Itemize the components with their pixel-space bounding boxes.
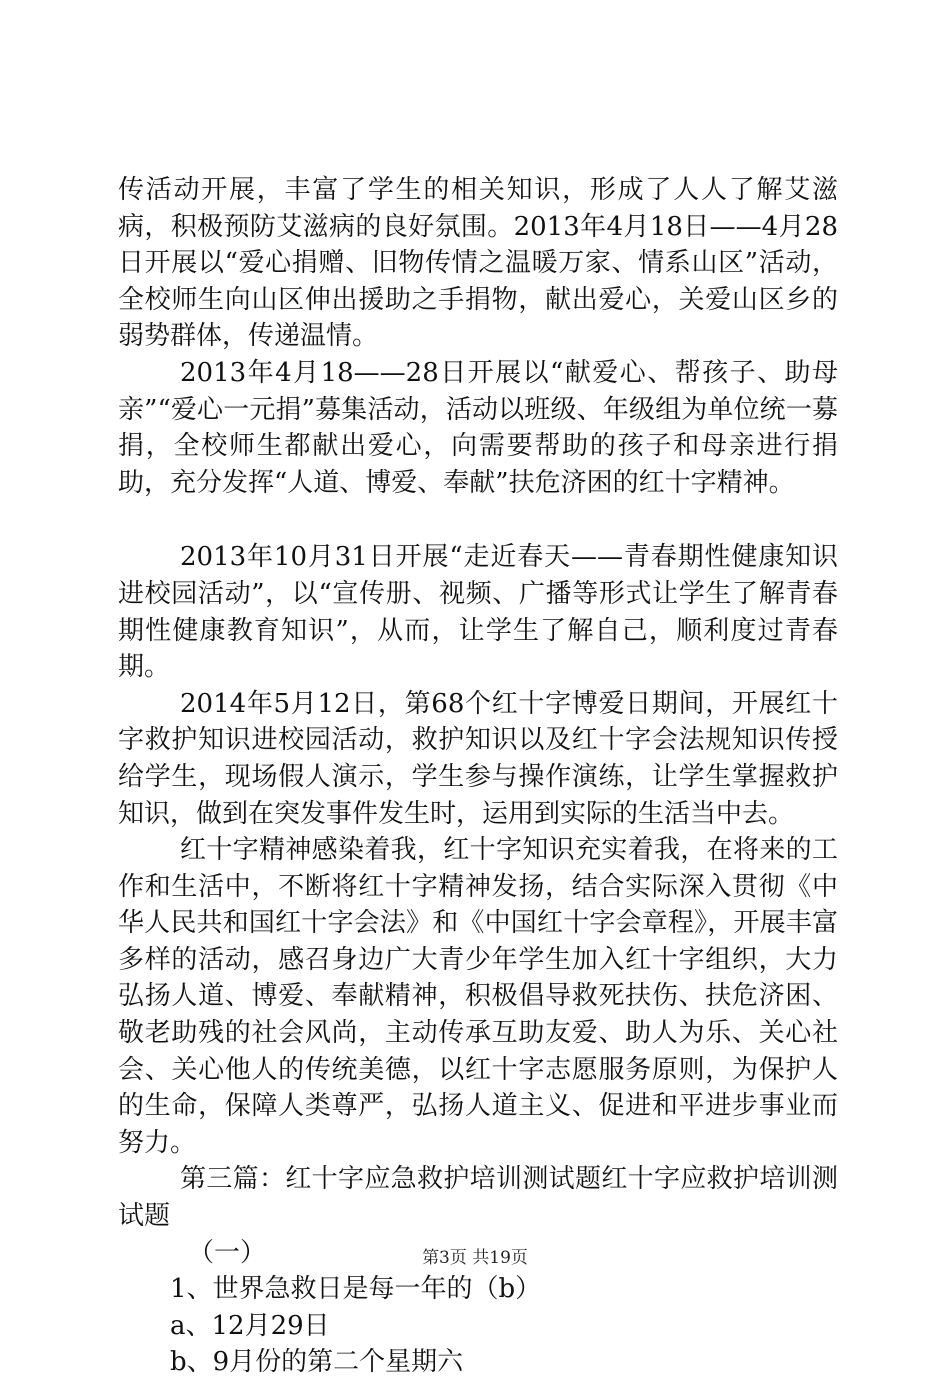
quiz-question: 1、世界急救日是每一年的（b） <box>170 1274 542 1305</box>
page-number: 第3页 共19页 <box>422 1248 528 1268</box>
section-heading: 第三篇：红十字应急救护培训测试题红十字应救护培训测试题 <box>118 1164 838 1232</box>
paragraph-spacer <box>118 501 838 539</box>
paragraph-donation-drive: 2013年4月18——28日开展以“献爱心、帮孩子、助母亲”“爱心一元捐”募集活动，活动以班级、年级组为单位统一募捐，全校师生都献出爱心，向需要帮助的孩子和母亲进行捐助，充分发挥“人道、博爱、奉献”扶危济困的红十字精神。 <box>118 357 838 498</box>
paragraph-youth-health: 2013年10月31日开展“走近春天——青春期性健康知识进校园活动”，以“宣传册、视频、广播等形式让学生了解青春期性健康教育知识”，从而，让学生了解自己，顺利度过青春期。 <box>118 542 838 683</box>
paragraph-aids-awareness: 传活动开展，丰富了学生的相关知识，形成了人人了解艾滋病，积极预防艾滋病的良好氛围。2013年4月18日——4月28日开展以“爱心捐赠、旧物传情之温暖万家、情系山区”活动，全校师生向山区伸出援助之手捐物，献出爱心，关爱山区乡的弱势群体，传递温情。 <box>118 175 838 352</box>
section-marker: （一） <box>188 1237 267 1268</box>
quiz-option-b: b、9月份的第二个星期六 <box>170 1347 464 1378</box>
paragraph-red-cross-spirit: 红十字精神感染着我，红十字知识充实着我，在将来的工作和生活中，不断将红十字精神发扬，结合实际深入贯彻《中华人民共和国红十字会法》和《中国红十字会章程》，开展丰富多样的活动，感召身边广大青少年学生加入红十字组织，大力弘扬人道、博爱、奉献精神，积极倡导救死扶伤、扶危济困、敬老助残的社会风尚，主动传承互助友爱、助人为乐、关心社会、关心他人的传统美德，以红十字志愿服务原则，为保护人的生命，保障人类尊严，弘扬人道主义、促进和平进步事业而努力。 <box>118 835 838 1158</box>
quiz-option-a: a、12月29日 <box>170 1310 330 1341</box>
paragraph-red-cross-day: 2014年5月12日，第68个红十字博爱日期间，开展红十字救护知识进校园活动，救护知识以及红十字会法规知识传授给学生，现场假人演示，学生参与操作演练，让学生掌握救护知识，做到在突发事件发生时，运用到实际的生活当中去。 <box>118 688 838 829</box>
document-body <box>118 172 838 1381</box>
